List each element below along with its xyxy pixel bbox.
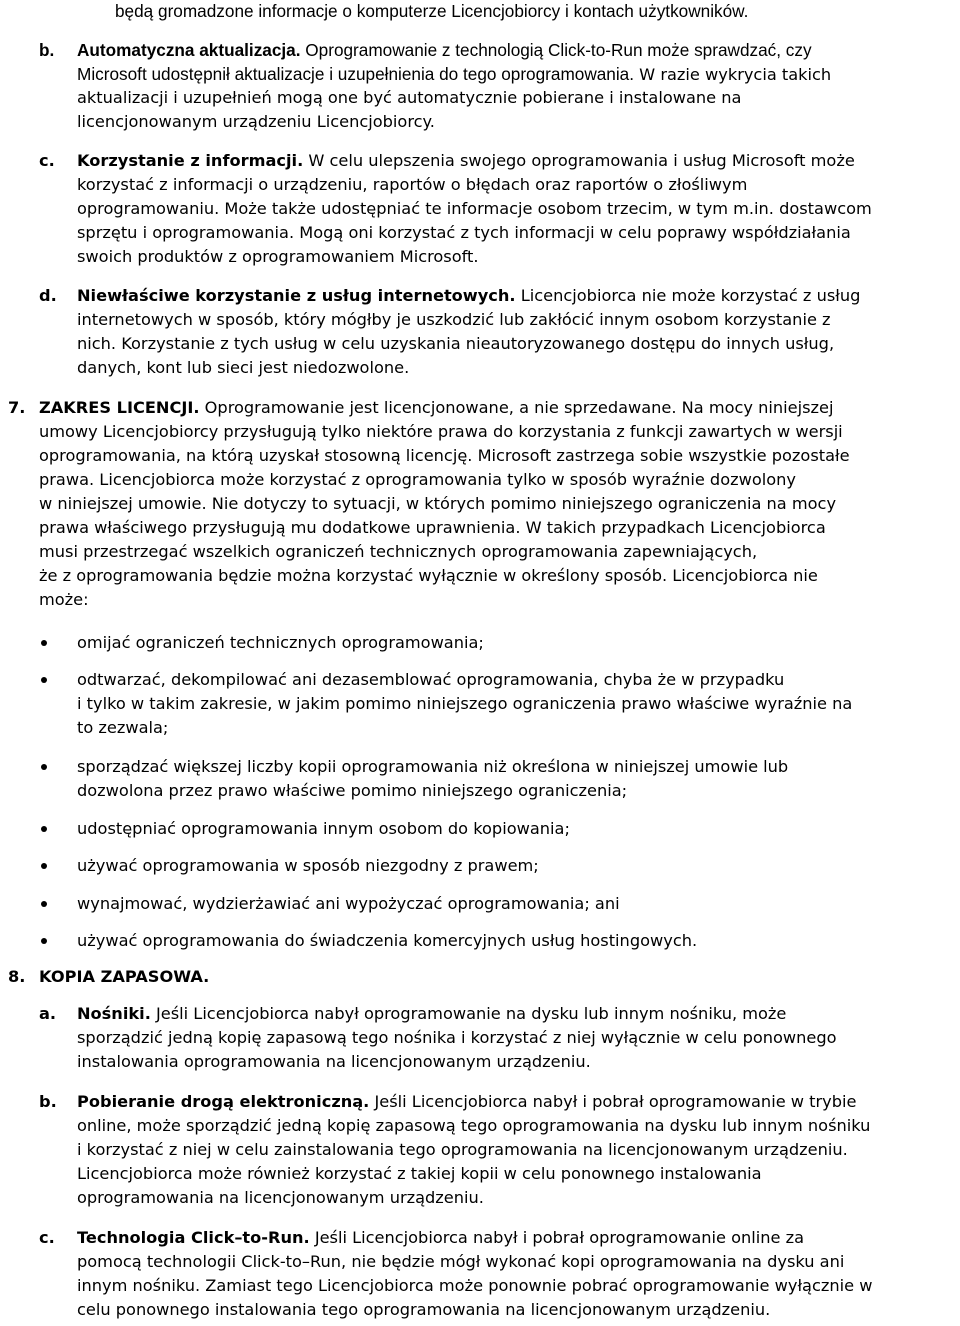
paragraph-line: oprogramowaniu. Może także udostępniać te informacje osobom trzecim, w tym m.in. dostawcom bbox=[77, 199, 872, 218]
paragraph-line: w niniejszej umowie. Nie dotyczy to sytuacji, w których pomimo niniejszego ograniczenia na mocy bbox=[39, 494, 837, 513]
list-item-text: odtwarzać, dekompilować ani dezasemblować oprogramowania, chyba że w przypadku bbox=[77, 670, 785, 689]
paragraph-line: prawa właściwego przysługują mu dodatkowe uprawnienia. W takich przypadkach Licencjobiorca bbox=[39, 518, 826, 537]
paragraph-line: ZAKRES LICENCJI. Oprogramowanie jest licencjonowane, a nie sprzedawane. Na mocy niniejszej bbox=[39, 398, 834, 417]
paragraph-line: Automatyczna aktualizacja. Oprogramowanie z technologią Click-to-Run może sprawdzać, czy bbox=[77, 40, 812, 60]
list-item-text: sporządzać większej liczby kopii oprogramowania niż określona w niniejszej umowie lub bbox=[77, 757, 789, 776]
paragraph-line: oprogramowania na licencjonowanym urządzeniu. bbox=[77, 1188, 484, 1207]
paragraph-line: Korzystanie z informacji. W celu ulepszenia swojego oprogramowania i usług Microsoft może bbox=[77, 151, 855, 170]
paragraph-line: Licencjobiorca może również korzystać z takiej kopii w celu ponownego instalowania bbox=[77, 1164, 762, 1183]
bullet-icon bbox=[41, 677, 47, 683]
paragraph-line: Nośniki. Jeśli Licencjobiorca nabył oprogramowanie na dysku lub innym nośniku, może bbox=[77, 1004, 787, 1023]
paragraph-line: Microsoft udostępnił aktualizacje i uzupełnienia do tego oprogramowania. W razie wykrycia takich bbox=[77, 64, 832, 84]
paragraph-line: online, może sporządzić jedną kopię zapasową tego oprogramowania na dysku lub innym nośniku bbox=[77, 1116, 871, 1135]
list-item-text: udostępniać oprogramowania innym osobom do kopiowania; bbox=[77, 819, 570, 838]
paragraph-line: musi przestrzegać wszelkich ograniczeń technicznych oprogramowania zapewniających, bbox=[39, 542, 758, 561]
paragraph-line: oprogramowania, na którą uzyskał stosowną licencję. Microsoft zastrzega sobie wszystkie pozostałe bbox=[39, 446, 850, 465]
section-number: 8. bbox=[8, 967, 26, 986]
subsection-title: Technologia Click–to-Run. bbox=[77, 1228, 310, 1247]
bullet-icon bbox=[41, 764, 47, 770]
paragraph-line: licencjonowanym urządzeniu Licencjobiorcy. bbox=[77, 112, 435, 131]
bullet-icon bbox=[41, 901, 47, 907]
item-label: b. bbox=[39, 40, 55, 60]
item-label: a. bbox=[39, 1004, 57, 1023]
list-item-text: i tylko w takim zakresie, w jakim pomimo niniejszego ograniczenia prawo właściwe wyraźnie na bbox=[77, 694, 853, 713]
bullet-icon bbox=[41, 863, 47, 869]
paragraph-line: będą gromadzone informacje o komputerze Licencjobiorcy i kontach użytkowników. bbox=[115, 1, 749, 21]
list-item-text: używać oprogramowania w sposób niezgodny z prawem; bbox=[77, 856, 539, 875]
section-title: Automatyczna aktualizacja. bbox=[77, 40, 301, 60]
paragraph-line: może: bbox=[39, 590, 89, 609]
paragraph-line: umowy Licencjobiorcy przysługują tylko niektóre prawa do korzystania z funkcji zawartych w wersji bbox=[39, 422, 843, 441]
list-item-text: dozwolona przez prawo właściwe pomimo niniejszego ograniczenia; bbox=[77, 781, 628, 800]
bullet-icon bbox=[41, 640, 47, 646]
item-label: b. bbox=[39, 1092, 57, 1111]
paragraph-line: swoich produktów z oprogramowaniem Microsoft. bbox=[77, 247, 479, 266]
paragraph-line: aktualizacji i uzupełnień mogą one być automatycznie pobierane i instalowane na bbox=[77, 88, 742, 107]
paragraph-line: sporządzić jedną kopię zapasową tego nośnika i korzystać z niej wyłącznie w celu ponownego bbox=[77, 1028, 837, 1047]
list-item-text: używać oprogramowania do świadczenia komercyjnych usług hostingowych. bbox=[77, 931, 698, 950]
list-item-text: wynajmować, wydzierżawiać ani wypożyczać oprogramowania; ani bbox=[77, 894, 620, 913]
item-label: d. bbox=[39, 286, 57, 305]
paragraph-line: Niewłaściwe korzystanie z usług internetowych. Licencjobiorca nie może korzystać z usług bbox=[77, 286, 861, 305]
paragraph-line: nich. Korzystanie z tych usług w celu uzyskania nieautoryzowanego dostępu do innych usług, bbox=[77, 334, 835, 353]
item-label: c. bbox=[39, 151, 55, 170]
paragraph-line: sprzętu i oprogramowania. Mogą oni korzystać z tych informacji w celu poprawy współdziałania bbox=[77, 223, 851, 242]
paragraph-line: danych, kont lub sieci jest niedozwolone. bbox=[77, 358, 410, 377]
paragraph-line: pomocą technologii Click-to–Run, nie będzie mógł wykonać kopi oprogramowania na dysku ani bbox=[77, 1252, 845, 1271]
paragraph-line: internetowych w sposób, który mógłby je uszkodzić lub zakłócić innym osobom korzystanie z bbox=[77, 310, 831, 329]
section-number: 7. bbox=[8, 398, 26, 417]
subsection-title: Pobieranie drogą elektroniczną. bbox=[77, 1092, 370, 1111]
paragraph-line: i korzystać z niej w celu zainstalowania tego oprogramowania na licencjonowanym urządzeniu. bbox=[77, 1140, 848, 1159]
paragraph-line: celu ponownego instalowania tego oprogramowania na licencjonowanym urządzeniu. bbox=[77, 1300, 771, 1319]
bullet-icon bbox=[41, 938, 47, 944]
paragraph-line: że z oprogramowania będzie można korzystać wyłącznie w określony sposób. Licencjobiorca nie bbox=[39, 566, 818, 585]
subsection-title: Nośniki. bbox=[77, 1004, 151, 1023]
paragraph-line: korzystać z informacji o urządzeniu, raportów o błędach oraz raportów o złośliwym bbox=[77, 175, 748, 194]
paragraph-line: Technologia Click–to-Run. Jeśli Licencjobiorca nabył i pobrał oprogramowanie online za bbox=[77, 1228, 805, 1247]
section-title: Korzystanie z informacji. bbox=[77, 151, 304, 170]
paragraph-line: innym nośniku. Zamiast tego Licencjobiorca może ponownie pobrać oprogramowanie wyłącznie w bbox=[77, 1276, 873, 1295]
section-title: Niewłaściwe korzystanie z usług internetowych. bbox=[77, 286, 516, 305]
section-title: KOPIA ZAPASOWA. bbox=[39, 967, 210, 986]
item-label: c. bbox=[39, 1228, 55, 1247]
paragraph-line: instalowania oprogramowania na licencjonowanym urządzeniu. bbox=[77, 1052, 591, 1071]
list-item-text: omijać ograniczeń technicznych oprogramowania; bbox=[77, 633, 484, 652]
list-item-text: to zezwala; bbox=[77, 718, 169, 737]
section-title: ZAKRES LICENCJI. bbox=[39, 398, 200, 417]
bullet-icon bbox=[41, 826, 47, 832]
paragraph-line: prawa. Licencjobiorca może korzystać z oprogramowania tylko w sposób wyraźnie dozwolony bbox=[39, 470, 796, 489]
paragraph-line: Pobieranie drogą elektroniczną. Jeśli Licencjobiorca nabył i pobrał oprogramowanie w trybie bbox=[77, 1092, 857, 1111]
